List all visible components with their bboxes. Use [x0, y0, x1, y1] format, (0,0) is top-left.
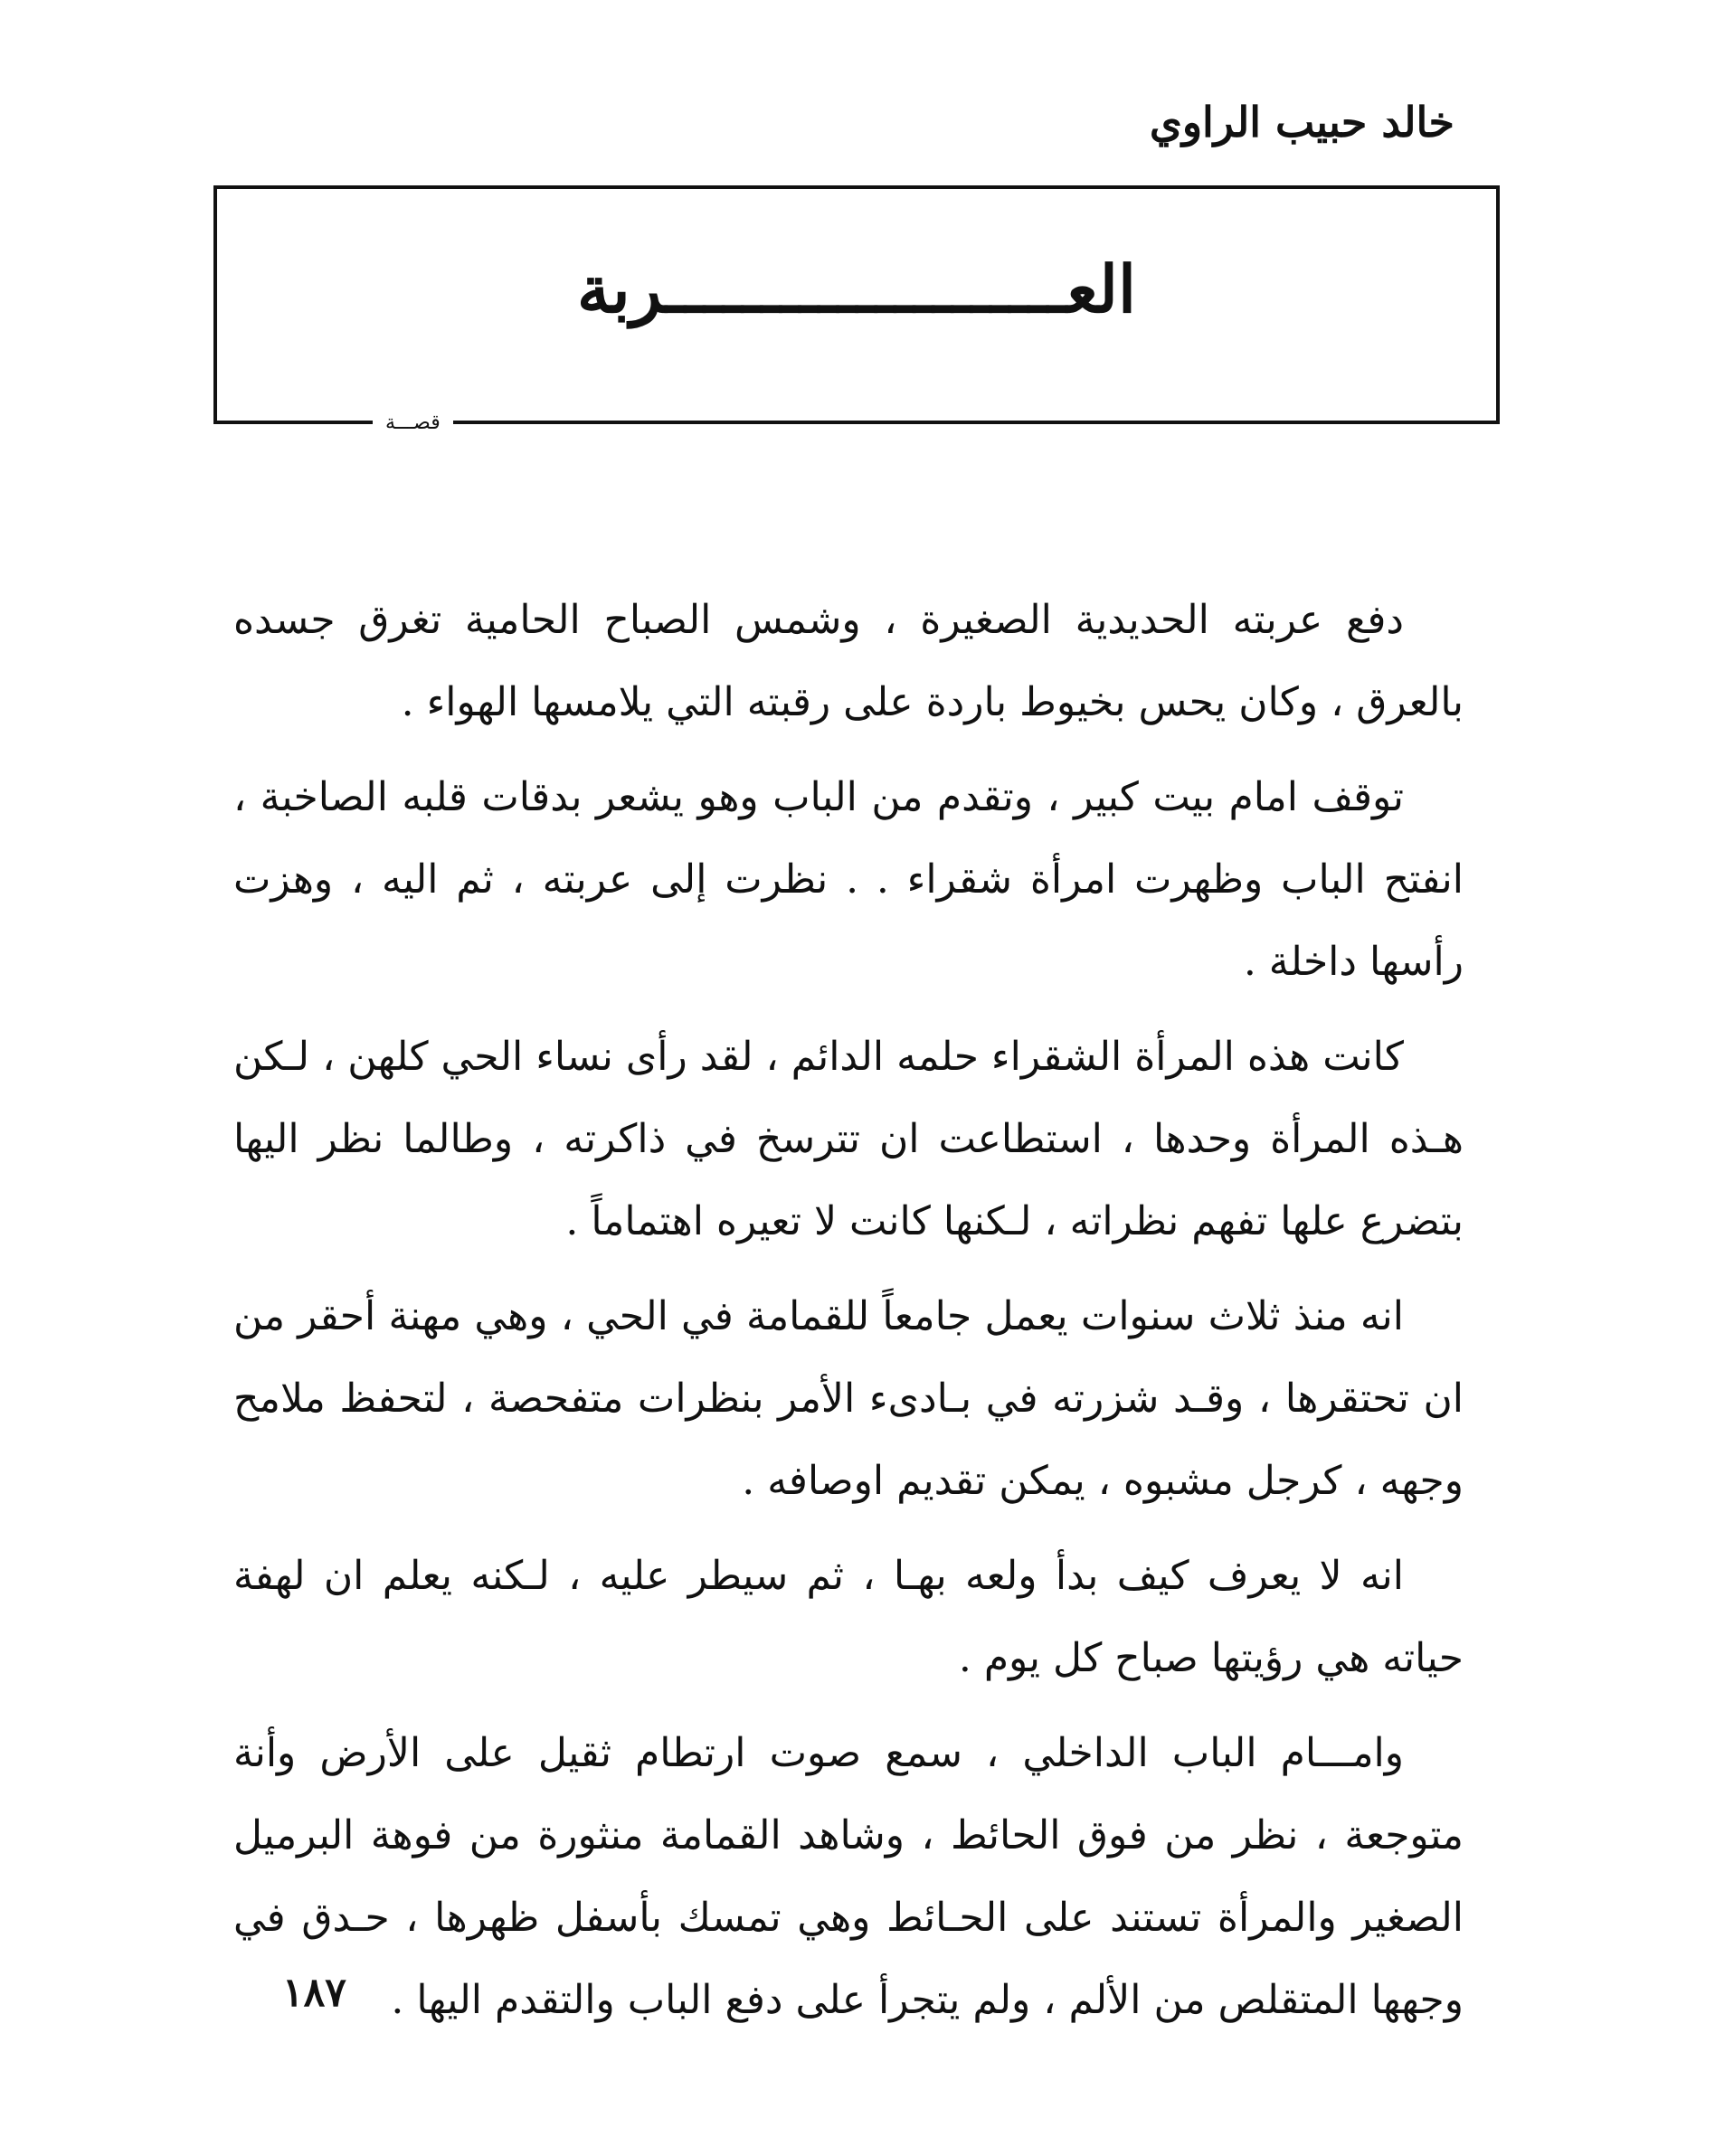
- author-name: خالد حبيب الراوي: [1149, 98, 1454, 147]
- story-title: العـــــــــــــــــــــربة: [576, 251, 1136, 327]
- frame-bottom-line-left: [213, 421, 373, 424]
- paragraph: كانت هذه المرأة الشقراء حلمه الدائم ، لقد رأى نساء الحي كلهن ، لـكن هـذه المرأة وحدها ، استطاعت ان تترسخ في ذاكرته ، وطالما نظر اليها بتضرع علها تفهم نظراته ، لـكنها كانت لا تعيره اهتماماً .: [233, 1034, 1464, 1244]
- paragraph: توقف امام بيت كبير ، وتقدم من الباب وهو يشعر بدقات قلبه الصاخبة ، انفتح الباب وظهرت امرأة شقراء . . نظرت إلى عربته ، ثم اليه ، وهزت رأسها داخلة .: [233, 774, 1464, 985]
- genre-row: [213, 410, 1500, 435]
- paragraph: وامـــام الباب الداخلي ، سمع صوت ارتطام ثقيل على الأرض وأنة متوجعة ، نظر من فوق الحائط ، وشاهد القمامة منثورة من فوهة البرميل الصغير والمرأة تستند على الحـائط وهي تمسك بأسفل ظهرها ، حـدق في وجهها المتقلص من الألم ، ولم يتجرأ على دفع الباب والتقدم اليها .: [233, 1730, 1464, 2023]
- title-frame: [213, 185, 1500, 434]
- frame-bottom-line-right: [453, 421, 1500, 424]
- story-body: [233, 579, 1464, 2054]
- genre-label: قصـــة: [385, 411, 441, 434]
- page-number: ١٨٧: [282, 1970, 346, 2016]
- paragraph: انه لا يعرف كيف بدأ ولعه بهـا ، ثم سيطر عليه ، لـكنه يعلم ان لهفة حياته هي رؤيتها صباح كل يوم .: [233, 1553, 1464, 1681]
- paragraph: انه منذ ثلاث سنوات يعمل جامعاً للقمامة في الحي ، وهي مهنة أحقر من ان تحتقرها ، وقـد شزرته في بـادىء الأمر بنظرات متفحصة ، لتحفظ ملامح وجهه ، كرجل مشبوه ، يمكن تقديم اوصافه .: [233, 1293, 1464, 1504]
- paragraph: دفع عربته الحديدية الصغيرة ، وشمس الصباح الحامية تغرق جسده بالعرق ، وكان يحس بخيوط باردة على رقبته التي يلامسها الهواء .: [233, 597, 1464, 725]
